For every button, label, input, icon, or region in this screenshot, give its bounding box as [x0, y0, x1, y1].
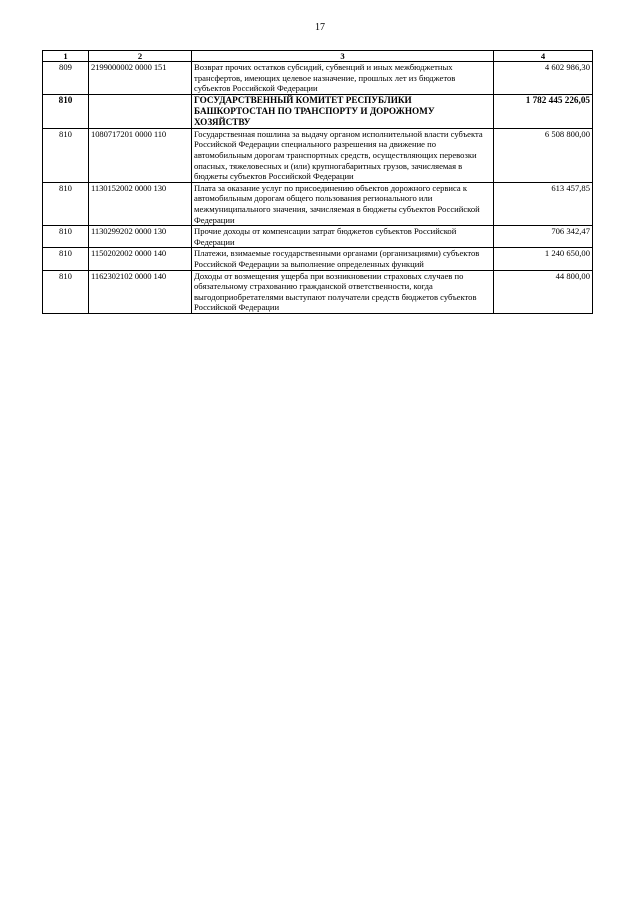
- admin-code-cell: 810: [43, 248, 89, 270]
- column-header-2: 2: [89, 51, 192, 62]
- amount-cell: 706 342,47: [494, 226, 593, 248]
- table-body: [43, 62, 593, 314]
- amount-cell: 1 782 445 226,05: [494, 94, 593, 128]
- column-header-4: 4: [494, 51, 593, 62]
- admin-code-cell: 810: [43, 94, 89, 128]
- amount-cell: 613 457,85: [494, 182, 593, 225]
- admin-code-cell: 810: [43, 182, 89, 225]
- revenue-code-cell: 1130299202 0000 130: [89, 226, 192, 248]
- page-number: 17: [315, 22, 325, 33]
- revenue-code-cell: 1162302102 0000 140: [89, 270, 192, 313]
- admin-code-cell: 810: [43, 270, 89, 313]
- revenue-code-cell: 1080717201 0000 110: [89, 128, 192, 182]
- revenue-name-cell: Государственная пошлина за выдачу органом исполнительной власти субъекта Российской Федерации специального разрешения на движение по автомобильным дорогам транспортных средств, осуществляющих перевозки опасных, тяжеловесных и (или) крупногабаритных грузов, зачисляемая в бюджеты субъектов Российской Федерации: [192, 128, 494, 182]
- amount-cell: 4 602 986,30: [494, 62, 593, 95]
- revenue-name-cell: Возврат прочих остатков субсидий, субвенций и иных межбюджетных трансфертов, имеющих целевое назначение, прошлых лет из бюджетов субъектов Российской Федерации: [192, 62, 494, 95]
- revenue-code-cell: 2199000002 0000 151: [89, 62, 192, 95]
- table-row: [43, 128, 593, 182]
- budget-revenue-table: [42, 50, 593, 314]
- admin-code-cell: 810: [43, 128, 89, 182]
- revenue-code-cell: [89, 94, 192, 128]
- revenue-name-cell: Доходы от возмещения ущерба при возникновении страховых случаев по обязательному страхованию гражданской ответственности, когда выгодоприобретателями выступают получатели средств бюджетов субъектов Российской Федерации: [192, 270, 494, 313]
- amount-cell: 6 508 800,00: [494, 128, 593, 182]
- revenue-name-cell: ГОСУДАРСТВЕННЫЙ КОМИТЕТ РЕСПУБЛИКИ БАШКОРТОСТАН ПО ТРАНСПОРТУ И ДОРОЖНОМУ ХОЗЯЙСТВУ: [192, 94, 494, 128]
- revenue-name-cell: Прочие доходы от компенсации затрат бюджетов субъектов Российской Федерации: [192, 226, 494, 248]
- column-header-3: 3: [192, 51, 494, 62]
- amount-cell: 44 800,00: [494, 270, 593, 313]
- table-row: [43, 226, 593, 248]
- revenue-code-cell: 1150202002 0000 140: [89, 248, 192, 270]
- table-row: [43, 182, 593, 225]
- revenue-name-cell: Плата за оказание услуг по присоединению объектов дорожного сервиса к автомобильным дорогам общего пользования регионального или межмуниципального значения, зачисляемая в бюджеты субъектов Российской Федерации: [192, 182, 494, 225]
- table-header-row: [43, 51, 593, 62]
- revenue-code-cell: 1130152002 0000 130: [89, 182, 192, 225]
- column-header-1: 1: [43, 51, 89, 62]
- table-row: [43, 270, 593, 313]
- revenue-name-cell: Платежи, взимаемые государственными органами (организациями) субъектов Российской Федерации за выполнение определенных функций: [192, 248, 494, 270]
- table-row: [43, 62, 593, 95]
- table-row: [43, 248, 593, 270]
- table-row-section-header: [43, 94, 593, 128]
- admin-code-cell: 810: [43, 226, 89, 248]
- amount-cell: 1 240 650,00: [494, 248, 593, 270]
- admin-code-cell: 809: [43, 62, 89, 95]
